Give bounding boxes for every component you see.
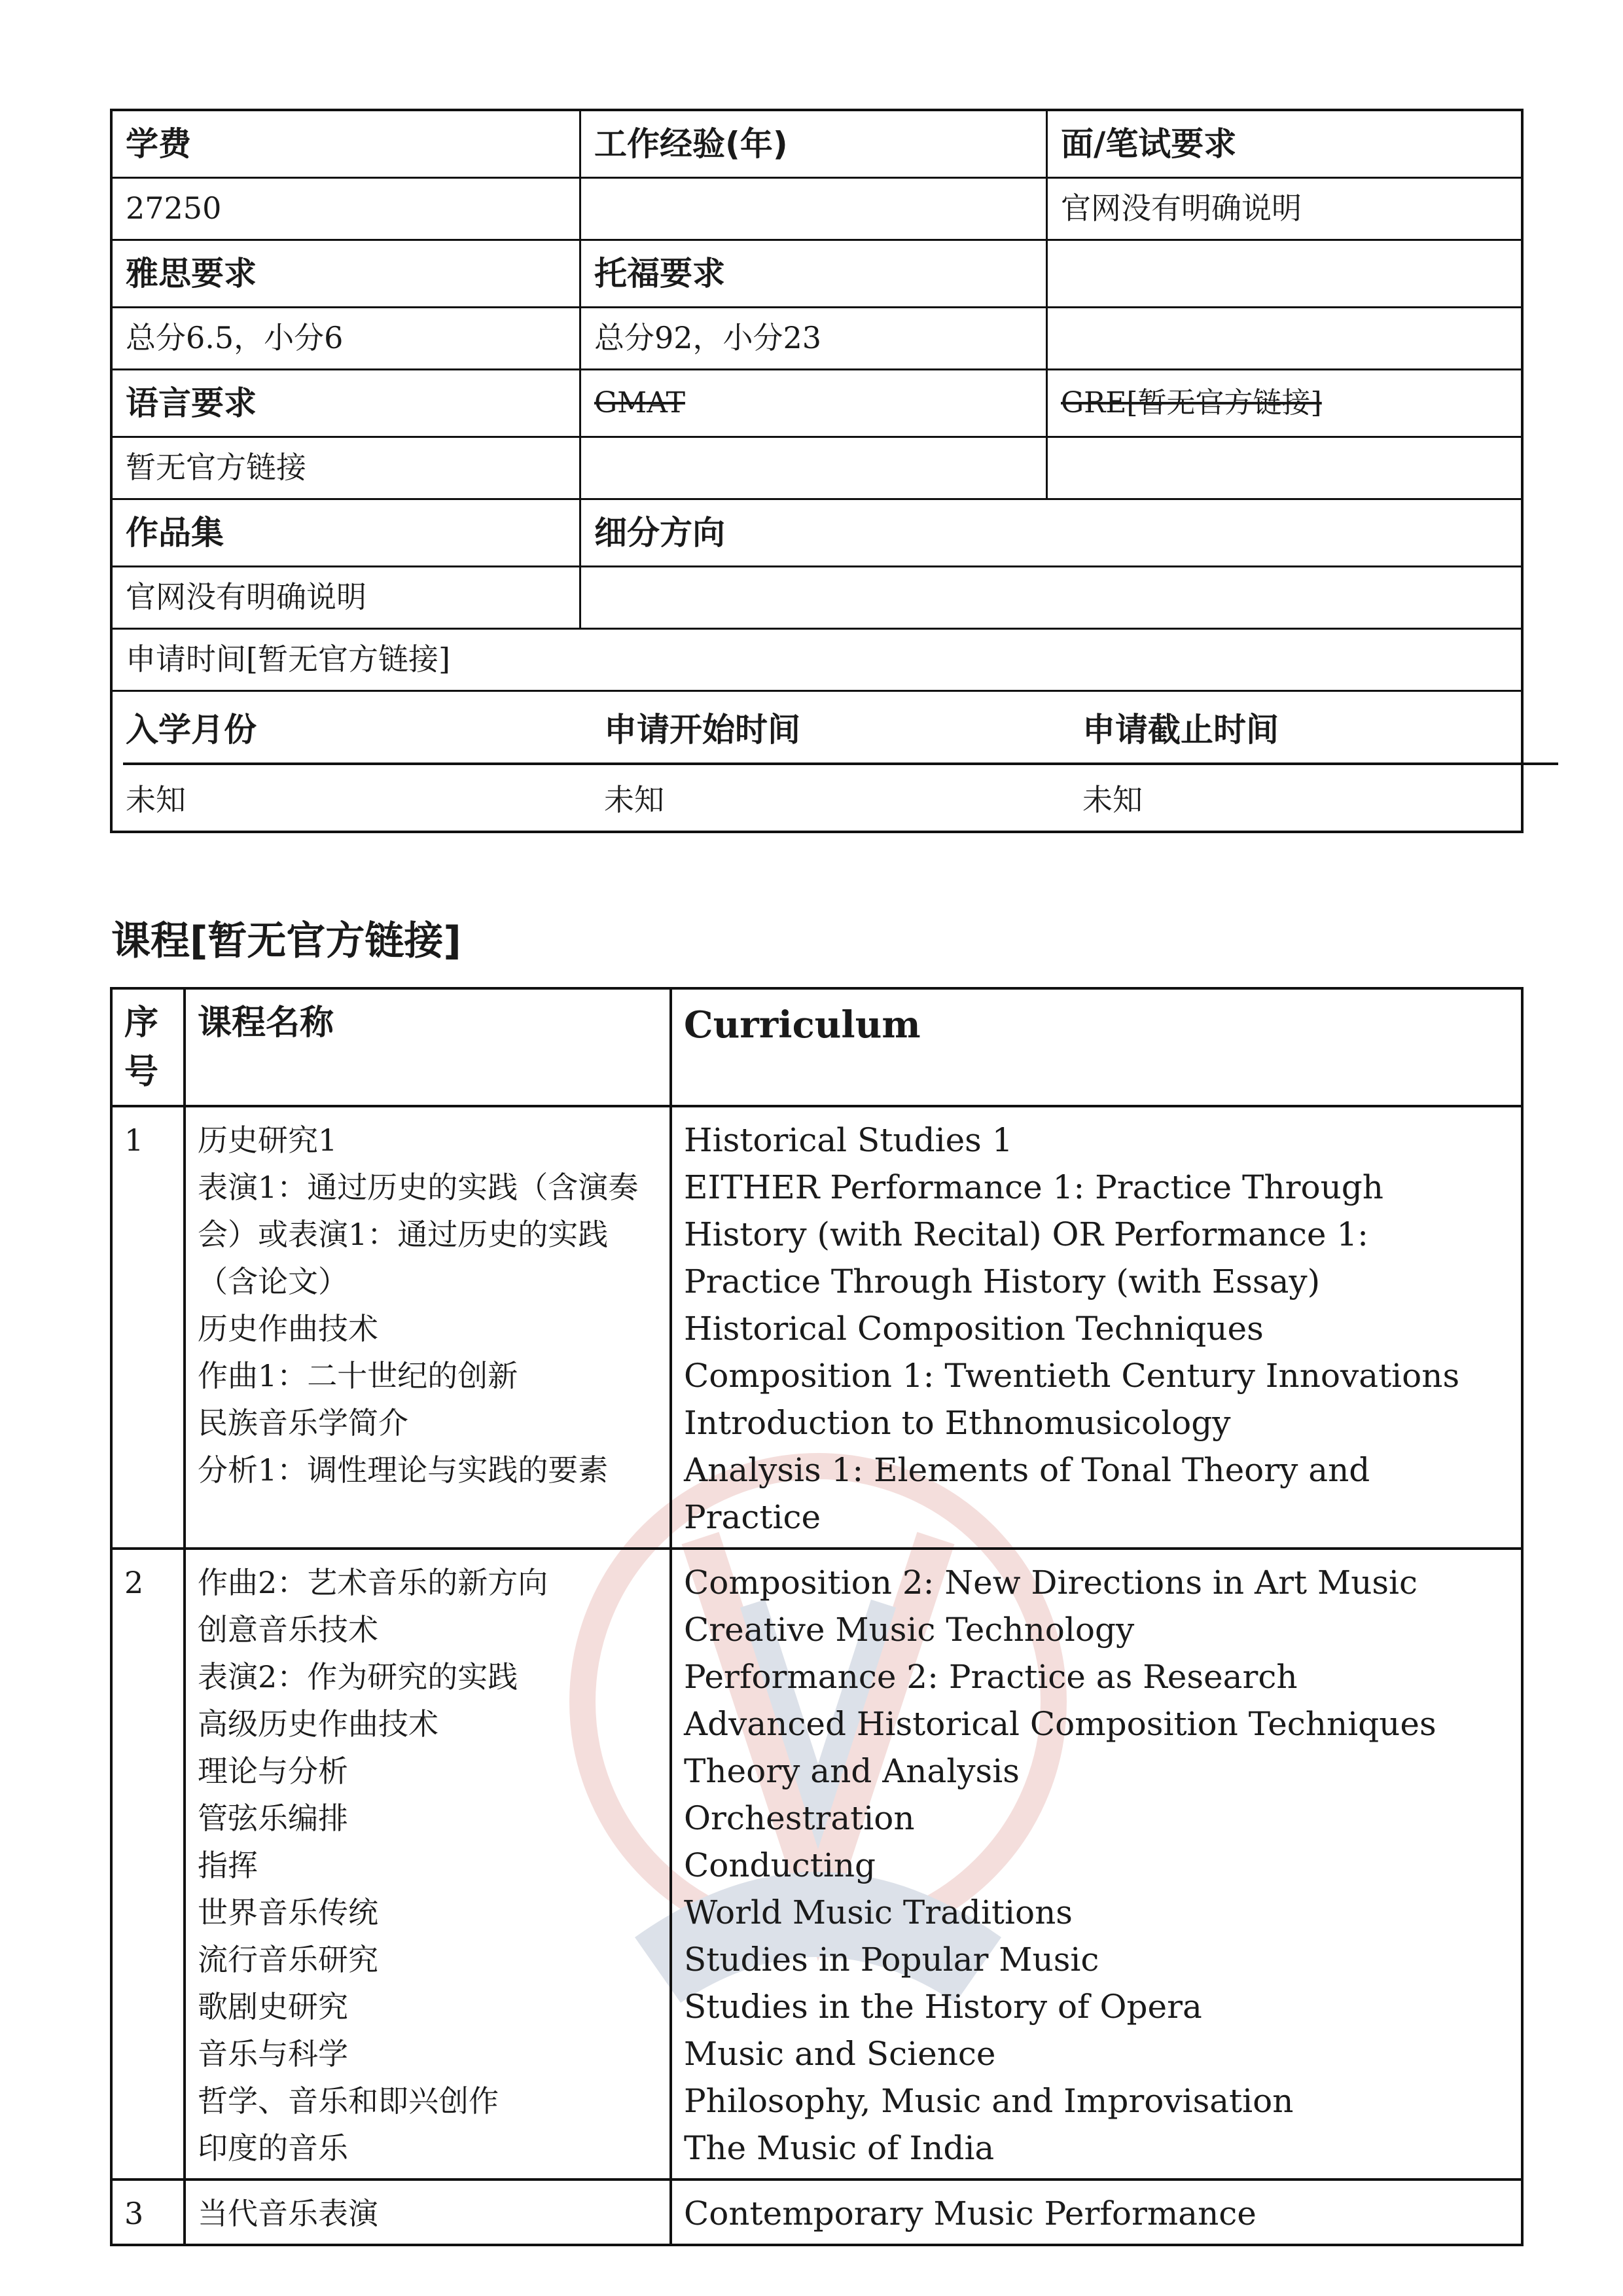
interview-label: 面/笔试要求 (1046, 111, 1521, 177)
subfield-label: 细分方向 (579, 500, 1521, 565)
list-item: Orchestration (684, 1799, 915, 1837)
application-dates (113, 692, 1569, 831)
tuition-label: 学费 (126, 125, 191, 163)
gre-label: GRE[暂无官方链接] (1061, 386, 1322, 420)
toefl-value: 总分92，小分23 (579, 308, 1046, 368)
list-item: 历史作曲技术 (198, 1311, 378, 1346)
empty-cell (1046, 438, 1521, 498)
table-row (111, 1106, 1522, 1549)
list-item: 高级历史作曲技术 (198, 1706, 438, 1742)
subfield-value (579, 567, 1521, 628)
list-item: Creative Music Technology (684, 1611, 1135, 1649)
list-item: Studies in the History of Opera (684, 1988, 1202, 2026)
course-name-en (671, 2179, 1522, 2245)
list-item: Studies in Popular Music (684, 1941, 1099, 1979)
header-number: 序号 (111, 988, 185, 1106)
list-item: 世界音乐传统 (198, 1895, 378, 1930)
toefl-label: 托福要求 (579, 241, 1046, 306)
language-value: 暂无官方链接 (126, 450, 306, 486)
application-time-label: 申请时间[暂无官方链接] (126, 641, 450, 677)
course-name-cn (185, 1549, 671, 2179)
enroll-month-label: 入学月份 (126, 711, 257, 749)
header-curriculum: Curriculum (671, 988, 1522, 1106)
list-item: 民族音乐学简介 (198, 1405, 408, 1441)
list-item: EITHER Performance 1: Practice Through History (with Recital) OR Performance 1: Practice Through History (with Essay) (684, 1168, 1383, 1300)
language-label: 语言要求 (126, 384, 257, 422)
course-name-cn (185, 1106, 671, 1549)
list-item: Composition 2: New Directions in Art Music (684, 1564, 1418, 1602)
header-course-name: 课程名称 (185, 988, 671, 1106)
row-number: 2 (111, 1549, 185, 2179)
portfolio-value: 官网没有明确说明 (126, 579, 366, 615)
course-name-en (671, 1106, 1522, 1549)
list-item: Introduction to Ethnomusicology (684, 1404, 1231, 1442)
list-item: 创意音乐技术 (198, 1612, 378, 1647)
list-item: 当代音乐表演 (198, 2196, 378, 2231)
list-item: 流行音乐研究 (198, 1942, 378, 1977)
list-item: 表演2：作为研究的实践 (198, 1659, 518, 1695)
app-end-label: 申请截止时间 (1082, 711, 1279, 749)
list-item: 印度的音乐 (198, 2130, 348, 2166)
list-item: 管弦乐编排 (198, 1801, 348, 1836)
work-experience-value (579, 179, 1046, 239)
empty-cell (1046, 308, 1521, 368)
table-row (111, 2179, 1522, 2245)
interview-value: 官网没有明确说明 (1046, 179, 1521, 239)
list-item: Historical Composition Techniques (684, 1310, 1264, 1348)
row-number: 1 (111, 1106, 185, 1549)
list-item: 表演1：通过历史的实践（含演奏会）或表演1：通过历史的实践（含论文） (198, 1170, 639, 1299)
list-item: 指挥 (198, 1848, 258, 1883)
list-item: 理论与分析 (198, 1753, 348, 1789)
app-start-label: 申请开始时间 (604, 711, 800, 749)
list-item: Music and Science (684, 2035, 996, 2073)
empty-cell (579, 438, 1046, 498)
app-start-value: 未知 (604, 782, 664, 817)
ielts-label: 雅思要求 (126, 255, 257, 293)
list-item: Advanced Historical Composition Techniques (684, 1705, 1436, 1743)
enroll-month-value: 未知 (126, 782, 186, 817)
list-item: 哲学、音乐和即兴创作 (198, 2083, 499, 2119)
course-table-body (111, 1106, 1522, 2245)
course-table-header (111, 988, 1522, 1106)
list-item: Philosophy, Music and Improvisation (684, 2082, 1294, 2120)
tuition-value: 27250 (126, 190, 222, 226)
list-item: 音乐与科学 (198, 2036, 348, 2072)
row-number: 3 (111, 2179, 185, 2245)
list-item: 作曲1：二十世纪的创新 (198, 1358, 518, 1393)
list-item: 分析1：调性理论与实践的要素 (198, 1452, 609, 1488)
gre-cell (1046, 370, 1521, 436)
work-experience-label: 工作经验(年) (579, 111, 1046, 177)
table-row (111, 1549, 1522, 2179)
course-name-cn (185, 2179, 671, 2245)
list-item: Theory and Analysis (684, 1752, 1020, 1790)
ielts-value: 总分6.5，小分6 (126, 320, 344, 356)
list-item: Composition 1: Twentieth Century Innovations (684, 1357, 1460, 1395)
course-name-en (671, 1549, 1522, 2179)
list-item: Contemporary Music Performance (684, 2195, 1257, 2233)
portfolio-label: 作品集 (126, 514, 224, 552)
course-table (110, 987, 1524, 2246)
program-info-table (110, 109, 1524, 833)
course-section-title: 课程[暂无官方链接] (111, 918, 461, 964)
list-item: Performance 2: Practice as Research (684, 1658, 1298, 1696)
list-item: 歌剧史研究 (198, 1989, 348, 2024)
list-item: 历史研究1 (198, 1122, 338, 1158)
list-item: Analysis 1: Elements of Tonal Theory and Practice (684, 1451, 1370, 1536)
list-item: World Music Traditions (684, 1893, 1073, 1931)
list-item: Historical Studies 1 (684, 1121, 1013, 1159)
list-item: Conducting (684, 1846, 876, 1884)
list-item: The Music of India (684, 2129, 995, 2167)
empty-cell (1046, 241, 1521, 306)
app-end-value: 未知 (1082, 782, 1143, 817)
gmat-label: GMAT (594, 386, 685, 420)
list-item: 作曲2：艺术音乐的新方向 (198, 1565, 548, 1600)
gmat-cell (579, 370, 1046, 436)
